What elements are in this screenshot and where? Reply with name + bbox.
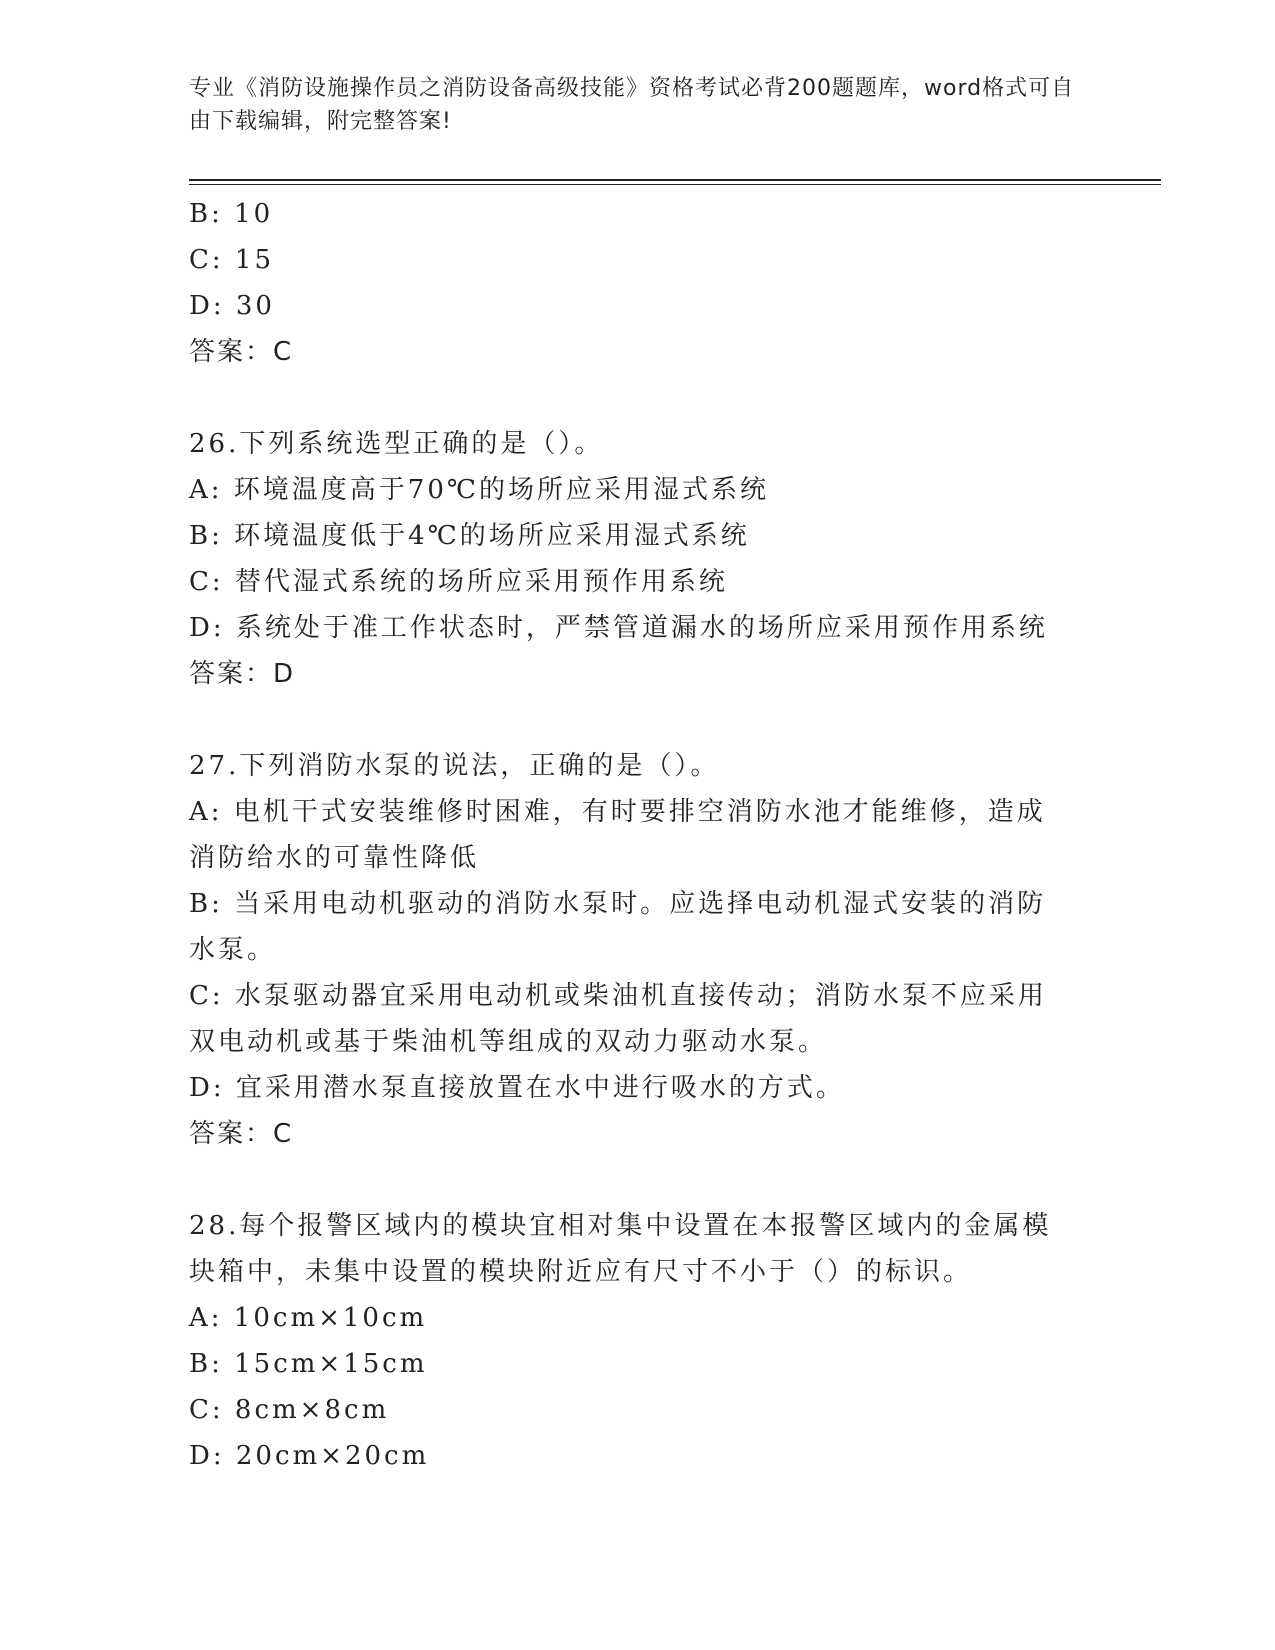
q26-option-b: B: 环境温度低于4℃的场所应采用湿式系统: [189, 521, 750, 551]
question-26: 26.下列系统选型正确的是（）。: [189, 429, 604, 459]
option-b: B: 10: [189, 199, 274, 229]
spacer: [189, 375, 1069, 421]
q28-option-b: B: 15cm×15cm: [189, 1349, 428, 1379]
question-27: 27.下列消防水泵的说法，正确的是（）。: [189, 751, 720, 781]
spacer: [189, 1157, 1069, 1203]
q27-option-b: B: 当采用电动机驱动的消防水泵时。应选择电动机湿式安装的消防水泵。: [189, 889, 1047, 965]
q28-option-c: C: 8cm×8cm: [189, 1395, 390, 1425]
q26-answer: 答案：D: [189, 659, 296, 689]
q27-option-a: A: 电机干式安装维修时困难，有时要排空消防水池才能维修，造成消防给水的可靠性降低: [189, 797, 1046, 873]
q27-answer: 答案：C: [189, 1119, 294, 1149]
q26-option-c: C: 替代湿式系统的场所应采用预作用系统: [189, 567, 728, 597]
spacer: [189, 697, 1069, 743]
q26-option-d: D: 系统处于准工作状态时，严禁管道漏水的场所应采用预作用系统: [189, 613, 1048, 643]
header-rule-thick: [189, 179, 1161, 181]
document-body: [189, 191, 1069, 1479]
document-header: 专业《消防设施操作员之消防设备高级技能》资格考试必背200题题库，word格式可自由下载编辑，附完整答案!: [189, 76, 1075, 134]
header-rule-thin: [189, 184, 1161, 185]
q28-option-d: D: 20cm×20cm: [189, 1441, 430, 1471]
question-28: 28.每个报警区域内的模块宜相对集中设置在本报警区域内的金属模块箱中，未集中设置的模块附近应有尺寸不小于（）的标识。: [189, 1211, 1052, 1287]
q27-option-c: C: 水泵驱动器宜采用电动机或柴油机直接传动；消防水泵不应采用双电动机或基于柴油机等组成的双动力驱动水泵。: [189, 981, 1047, 1057]
q28-option-a: A: 10cm×10cm: [189, 1303, 428, 1333]
q26-option-a: A: 环境温度高于70℃的场所应采用湿式系统: [189, 475, 769, 505]
option-c: C: 15: [189, 245, 275, 275]
option-d: D: 30: [189, 291, 275, 321]
answer-line: 答案：C: [189, 337, 294, 367]
q27-option-d: D: 宜采用潜水泵直接放置在水中进行吸水的方式。: [189, 1073, 845, 1103]
